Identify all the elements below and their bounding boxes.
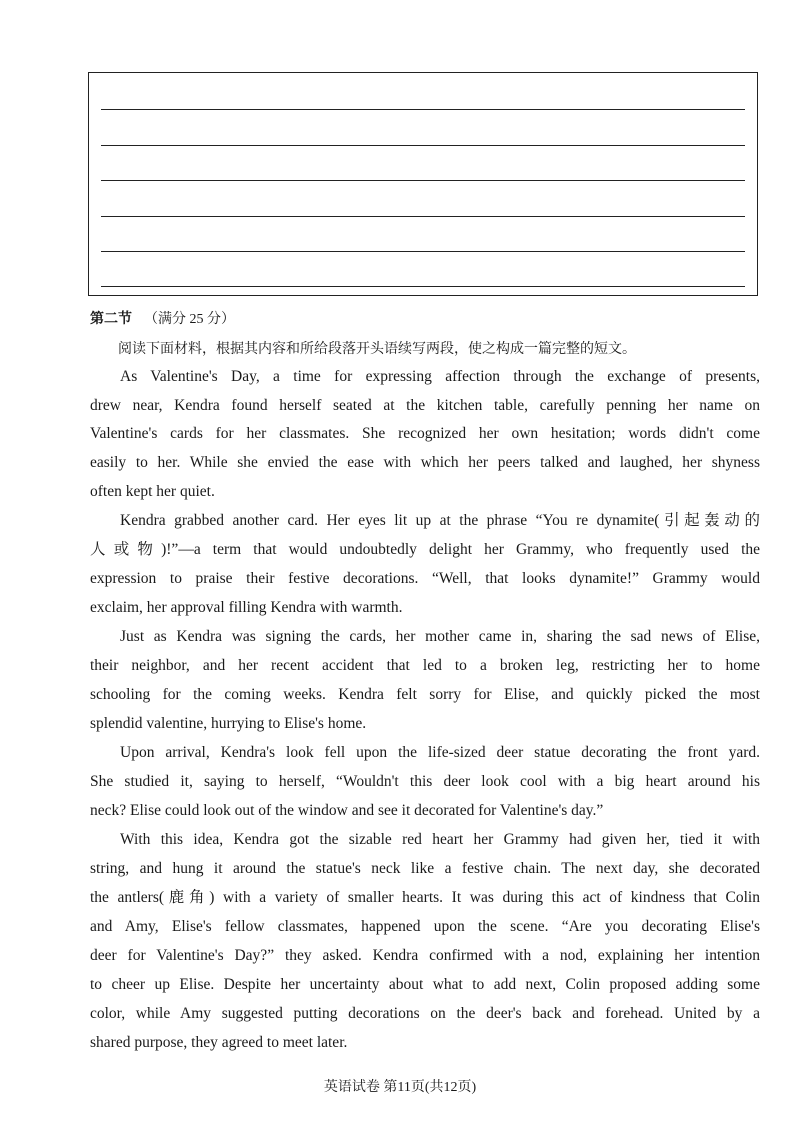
passage-line: the antlers(鹿角) with a variety of smaller hearts. It was during this act of kindness that Colin xyxy=(90,889,760,906)
passage-line: Just as Kendra was signing the cards, her mother came in, sharing the sad news of Elise, xyxy=(120,628,760,645)
passage-line: drew near, Kendra found herself seated at the kitchen table, carefully penning her name on xyxy=(90,397,760,414)
passage-line: Kendra grabbed another card. Her eyes lit up at the phrase “You re dynamite(引起轰动的 xyxy=(120,512,760,529)
passage-line: to cheer up Elise. Despite her uncertainty about what to add next, Colin proposed adding some xyxy=(90,976,760,993)
answer-writing-box[interactable] xyxy=(88,72,758,296)
passage-line: color, while Amy suggested putting decorations on the deer's back and forehead. United by a xyxy=(90,1005,760,1022)
instruction-text: 阅读下面材料，根据其内容和所给段落开头语续写两段，使之构成一篇完整的短文。 xyxy=(118,341,636,357)
passage-line: neck? Elise could look out of the window and see it decorated for Valentine's day.” xyxy=(90,802,604,819)
passage-line: She studied it, saying to herself, “Wouldn't this deer look cool with a big heart around his xyxy=(90,773,760,790)
page-footer: 英语试卷 第11页(共12页) xyxy=(323,1080,477,1095)
passage-line: With this idea, Kendra got the sizable red heart her Grammy had given her, tied it with xyxy=(120,831,760,848)
passage-line: exclaim, her approval filling Kendra with warmth. xyxy=(90,599,403,616)
passage-line: easily to her. While she envied the ease with which her peers talked and laughed, her shyness xyxy=(90,454,760,471)
writing-line xyxy=(101,251,745,252)
passage-line: deer for Valentine's Day?” they asked. Kendra confirmed with a nod, explaining her intention xyxy=(90,947,760,964)
passage-line: 人或物)!”—a term that would undoubtedly delight her Grammy, who frequently used the xyxy=(90,541,760,558)
passage-line: As Valentine's Day, a time for expressing affection through the exchange of presents, xyxy=(120,368,760,385)
writing-line xyxy=(101,216,745,217)
section-header xyxy=(90,309,235,330)
passage-line: splendid valentine, hurrying to Elise's home. xyxy=(90,715,367,732)
writing-line xyxy=(101,286,745,287)
passage-line: their neighbor, and her recent accident that led to a broken leg, restricting her to home xyxy=(90,657,760,674)
passage-line: Valentine's cards for her classmates. She recognized her own hesitation; words didn't come xyxy=(90,425,760,442)
passage-line: expression to praise their festive decorations. “Well, that looks dynamite!” Grammy would xyxy=(90,570,760,587)
writing-line xyxy=(101,180,745,181)
passage-line: shared purpose, they agreed to meet later. xyxy=(90,1034,348,1051)
section-title: 第二节 xyxy=(90,311,132,327)
section-score: （满分 25 分） xyxy=(144,312,235,327)
passage-line: often kept her quiet. xyxy=(90,483,215,500)
passage-line: schooling for the coming weeks. Kendra felt sorry for Elise, and quickly picked the most xyxy=(90,686,760,703)
passage-line: Upon arrival, Kendra's look fell upon the life-sized deer statue decorating the front yard. xyxy=(120,744,760,761)
passage-line: and Amy, Elise's fellow classmates, happened upon the scene. “Are you decorating Elise's xyxy=(90,918,760,935)
passage-line: string, and hung it around the statue's neck like a festive chain. The next day, she decorated xyxy=(90,860,760,877)
writing-line xyxy=(101,145,745,146)
writing-line xyxy=(101,109,745,110)
